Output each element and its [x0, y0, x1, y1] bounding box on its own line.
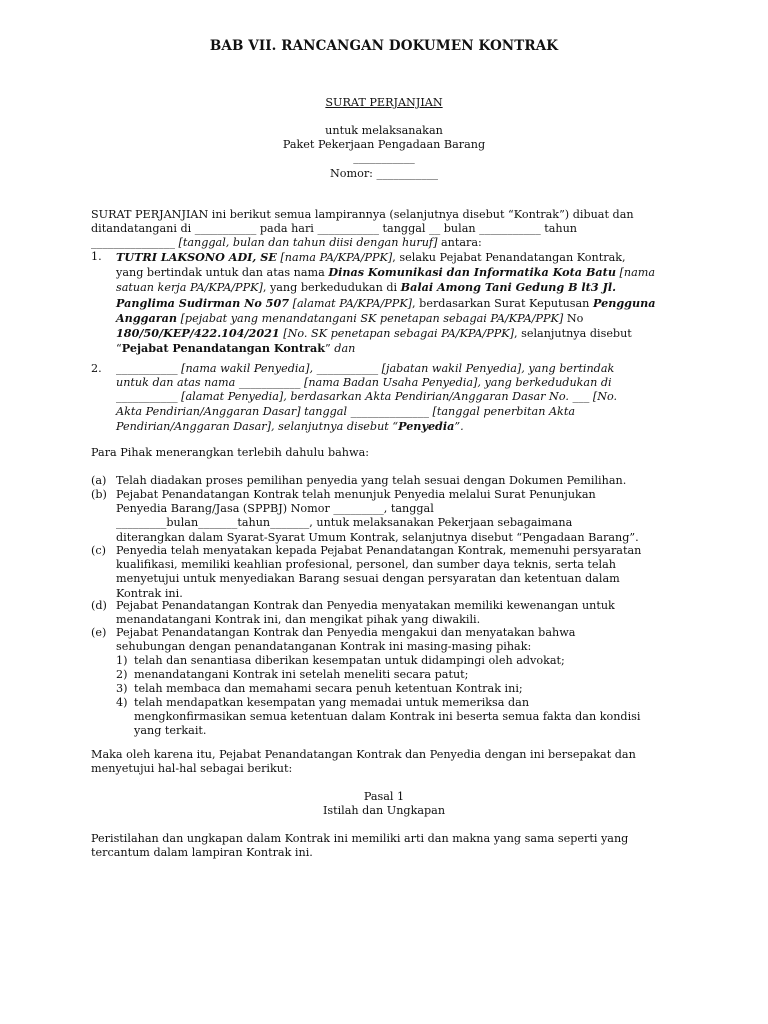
party-1-address-note: [alamat PA/KPA/PPK] [292, 296, 413, 310]
point-a-label: (a) [91, 474, 107, 487]
article-text-line-1: Peristilahan dan ungkapan dalam Kontrak ini memiliki arti dan makna yang sama seperti yang [91, 832, 629, 845]
party-2-line-3: ___________ [alamat Penyedia], berdasarkan Akta Pendirian/Anggaran Dasar No. ___ [No. [116, 390, 618, 404]
party-1-number: 1. [91, 250, 102, 263]
intro-line-3 [91, 236, 678, 249]
header-blank: ___________ [353, 151, 415, 164]
article-title: Istilah dan Ungkapan [322, 804, 446, 817]
party-1-office-note-2: satuan kerja PA/KPA/PPK] [116, 281, 263, 295]
party-2-line-5: Pendirian/Anggaran Dasar], selanjutnya disebut “ [116, 419, 399, 433]
party-2-line-2: untuk dan atas nama ___________ [nama Badan Usaha Penyedia], yang berkedudukan di [116, 376, 612, 390]
article-text-line-2: tercantum dalam lampiran Kontrak ini. [91, 846, 313, 859]
point-e: Pejabat Penandatangan Kontrak dan Penyedia mengakui dan menyatakan bahwa sehubungan dengan penandatanganan Kontrak ini masing-masing pihak: [116, 626, 576, 654]
article-number: Pasal 1 [363, 790, 405, 803]
closing-line-1: Maka oleh karena itu, Pejabat Penandatangan Kontrak dan Penyedia dengan ini bersepakat dan [91, 748, 636, 761]
intro-antara: antara: [441, 236, 482, 249]
party-1-address-2: Panglima Sudirman No 507 [116, 295, 290, 310]
header-line-1: untuk melaksanakan [325, 124, 443, 137]
party-1-address-1: Balai Among Tani Gedung B lt3 Jl. [400, 280, 616, 295]
party-1-name: TUTRI LAKSONO ADI, SE [116, 250, 277, 264]
intro-line-1: SURAT PERJANJIAN ini berikut semua lampirannya (selanjutnya disebut “Kontrak”) dibuat dan [91, 208, 634, 221]
party-1-pa-note: [pejabat yang menandatangani SK penetapan sebagai PA/KPA/PPK] [180, 311, 564, 325]
subpoint-3: telah membaca dan memahami secara penuh ketentuan Kontrak ini; [134, 682, 523, 695]
party-1-role-text: , selaku Pejabat Penandatangan Kontrak, [392, 251, 626, 264]
party-1-name-note: [nama PA/KPA/PPK] [280, 251, 393, 264]
party-2-number: 2. [91, 362, 102, 375]
chapter-title: BAB VII. RANCANGAN DOKUMEN KONTRAK [209, 38, 559, 54]
party-1-text: TUTRI LAKSONO ADI, SE [nama PA/KPA/PPK], selaku Pejabat Penandatangan Kontrak, yang bertindak untuk dan atas nama Dinas Komunikasi dan Informatika Kota Batu [nama satuan kerja PA/KPA/PPK], yang berkedudukan di Balai Among Tani Gedung B lt3 Jl. Panglima Sudirman No 507 [alamat PA/KPA/PPK], berdasarkan Surat Keputusan Pengguna Anggaran [pejabat yang menandatangani SK penetapan sebagai PA/KPA/PPK] No 180/50/KEP/422.104/2021 [No. SK penetapan sebagai PA/KPA/PPK], selanjutnya disebut “Pejabat Penandatangan Kontrak” dan [116, 250, 656, 356]
party-1-role: Pejabat Penandatangan Kontrak [121, 341, 325, 356]
subpoint-4-label: 4) [116, 696, 128, 709]
point-d-label: (d) [91, 599, 107, 612]
point-c: Penyedia telah menyatakan kepada Pejabat Penandatangan Kontrak, memenuhi persyaratan kualifikasi, memiliki keahlian profesional, personel, dan sumber daya teknis, serta telah menyetujui untuk menyediakan Barang sesuai dengan persyaratan dan ketentuan dalam Kontrak ini. [116, 544, 642, 600]
party-1-on-behalf: yang bertindak untuk dan atas nama [116, 266, 325, 280]
party-1-pa-2: Anggaran [116, 310, 177, 325]
header-line-2: Paket Pekerjaan Pengadaan Barang [282, 138, 486, 151]
party-1-no: No [566, 311, 584, 325]
party-1-decree-text: , berdasarkan Surat Keputusan [412, 296, 590, 310]
letter-title: SURAT PERJANJIAN [325, 96, 443, 109]
party-1-hereinafter: , selanjutnya disebut [513, 327, 632, 341]
party-2-line-4: Akta Pendirian/Anggaran Dasar] tanggal ______________ [tanggal penerbitan Akta [116, 404, 575, 418]
subpoint-1: telah dan senantiasa diberikan kesempatan untuk didampingi oleh advokat; [134, 654, 565, 667]
point-e-label: (e) [91, 626, 107, 639]
subpoint-2: menandatangani Kontrak ini setelah meneliti secara patut; [134, 668, 469, 681]
intro-date-note: [tanggal, bulan dan tahun diisi dengan huruf] [178, 236, 438, 249]
party-1-sk-note: [No. SK penetapan sebagai PA/KPA/PPK] [283, 327, 514, 341]
subpoint-2-label: 2) [116, 668, 128, 681]
party-1-sk-number: 180/50/KEP/422.104/2021 [116, 326, 280, 341]
subpoint-4: telah mendapatkan kesempatan yang memadai untuk memeriksa dan mengkonfirmasikan semua ketentuan dalam Kontrak ini beserta semua fakta dan kondisi yang terkait. [134, 696, 641, 738]
subpoint-3-label: 3) [116, 682, 128, 695]
party-2-text: ___________ [nama wakil Penyedia], ___________ [jabatan wakil Penyedia], yang bertindak untuk dan atas nama ___________ [nama Badan Usaha Penyedia], yang berkedudukan di ___________ [alamat Penyedia], berdasarkan Akta Pendirian/Anggaran Dasar No. ___ [No. Akta Pendirian/Anggaran Dasar] tanggal ______________ [tanggal penerbitan Akta Pendirian/Anggaran Dasar], selanjutnya disebut “Penyedia”. [116, 362, 678, 434]
party-1-domicile: , yang berkedudukan di [262, 281, 398, 295]
point-b-label: (b) [91, 488, 107, 501]
point-a: Telah diadakan proses pemilihan penyedia yang telah sesuai dengan Dokumen Pemilihan. [116, 474, 627, 487]
party-1-office-note-1: [nama [619, 266, 656, 280]
parties-statement: Para Pihak menerangkan terlebih dahulu bahwa: [91, 446, 370, 459]
point-c-label: (c) [91, 544, 106, 557]
party-1-office: Dinas Komunikasi dan Informatika Kota Batu [328, 265, 616, 280]
party-2-role: Penyedia [398, 418, 455, 433]
closing-line-2: menyetujui hal-hal sebagai berikut: [91, 762, 293, 775]
intro-line-2: ditandatangani di ___________ pada hari ___________ tanggal __ bulan ___________ tahun [91, 222, 578, 235]
party-1-pa-1: Pengguna [592, 295, 656, 310]
contract-number: Nomor: ___________ [329, 167, 439, 180]
point-d: Pejabat Penandatangan Kontrak dan Penyedia menyatakan memiliki kewenangan untuk menandatangani Kontrak ini, dan mengikat pihak yang diwakili. [116, 599, 615, 627]
subpoint-1-label: 1) [116, 654, 128, 667]
point-b: Pejabat Penandatangan Kontrak telah menunjuk Penyedia melalui Surat Penunjukan Penyedia Barang/Jasa (SPPBJ) Nomor _________, tanggal _________bulan_______tahun_______, untuk melaksanakan Pekerjaan sebagaimana diterangkan dalam Syarat-Syarat Umum Kontrak, selanjutnya disebut “Pengadaan Barang”. [116, 488, 639, 544]
party-2-line-1: ___________ [nama wakil Penyedia], ___________ [jabatan wakil Penyedia], yang bertindak [116, 362, 615, 375]
intro-blank: _______________ [91, 236, 175, 249]
party-1-and: dan [334, 342, 356, 356]
